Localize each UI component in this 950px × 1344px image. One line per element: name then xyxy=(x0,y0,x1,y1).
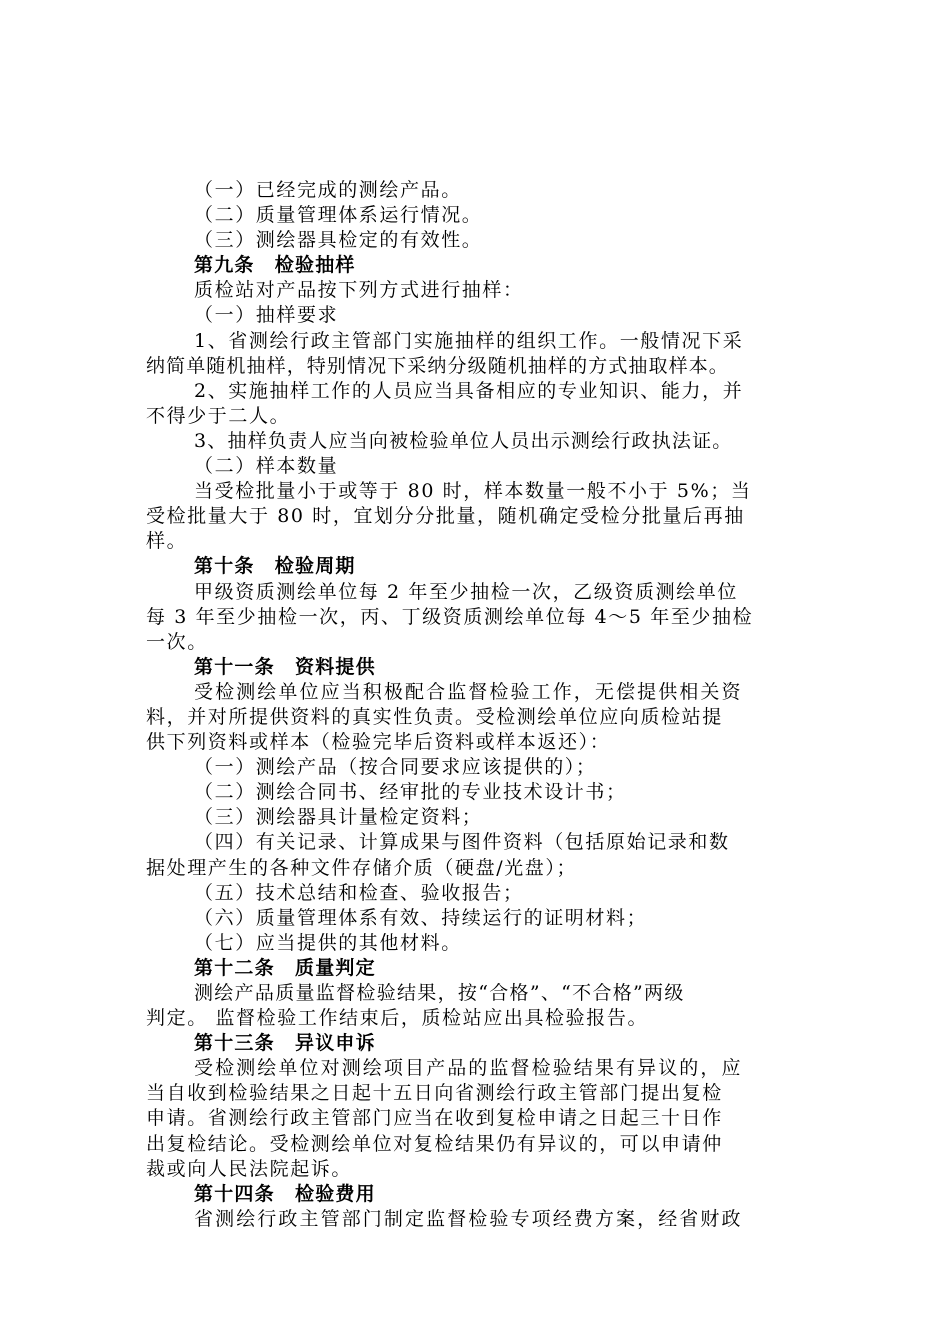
list-item: （三）测绘器具计量检定资料； xyxy=(194,806,483,829)
subheading: （二）样本数量 xyxy=(194,455,339,478)
list-item: （三）测绘器具检定的有效性。 xyxy=(194,229,483,252)
article-heading: 第九条 检验抽样 xyxy=(194,254,356,277)
paragraph-line: 判定。 监督检验工作结束后，质检站应出具检验报告。 xyxy=(146,1007,649,1030)
paragraph-line: 供下列资料或样本（检验完毕后资料或样本返还）： xyxy=(146,731,611,754)
paragraph-line: 样。 xyxy=(146,530,188,553)
paragraph-line: 受检测绘单位应当积极配合监督检验工作，无偿提供相关资 xyxy=(194,680,743,703)
list-item: （二）测绘合同书、经审批的专业技术设计书； xyxy=(194,781,627,804)
paragraph-line: 省测绘行政主管部门制定监督检验专项经费方案，经省财政 xyxy=(194,1207,743,1230)
paragraph-line: 受检批量大于 80 时，宜划分分批量，随机确定受检分批量后再抽 xyxy=(146,505,745,528)
paragraph-line: 出复检结论。受检测绘单位对复检结果仍有异议的，可以申请仲 xyxy=(146,1132,723,1155)
list-item: （五）技术总结和检查、验收报告； xyxy=(194,881,524,904)
paragraph-line: 纳简单随机抽样，特别情况下采纳分级随机抽样的方式抽取样本。 xyxy=(146,354,729,377)
paragraph-line: 一次。 xyxy=(146,630,208,653)
list-item: （七）应当提供的其他材料。 xyxy=(194,931,462,954)
paragraph-line: 测绘产品质量监督检验结果，按“合格”、“不合格”两级 xyxy=(194,982,685,1004)
article-heading: 第十三条 异议申诉 xyxy=(194,1032,376,1055)
paragraph-line: 料，并对所提供资料的真实性负责。受检测绘单位应向质检站提 xyxy=(146,705,723,728)
list-item: （一）测绘产品（按合同要求应该提供的）； xyxy=(194,756,597,779)
article-heading: 第十条 检验周期 xyxy=(194,555,356,578)
paragraph-line: 质检站对产品按下列方式进行抽样： xyxy=(194,279,524,302)
paragraph-line: 申请。省测绘行政主管部门应当在收到复检申请之日起三十日作 xyxy=(146,1107,723,1130)
list-item: （四）有关记录、计算成果与图件资料（包括原始记录和数 xyxy=(194,831,730,854)
paragraph-line: 1、省测绘行政主管部门实施抽样的组织工作。一般情况下采 xyxy=(194,329,744,352)
paragraph-line: 甲级资质测绘单位每 2 年至少抽检一次，乙级资质测绘单位 xyxy=(194,580,738,603)
list-item: （六）质量管理体系有效、持续运行的证明材料； xyxy=(194,906,648,929)
paragraph-line: 当自收到检验结果之日起十五日向省测绘行政主管部门提出复检 xyxy=(146,1082,723,1105)
paragraph-line: 据处理产生的各种文件存储介质（硬盘/光盘）； xyxy=(146,856,578,879)
article-heading: 第十四条 检验费用 xyxy=(194,1182,376,1205)
article-heading: 第十一条 资料提供 xyxy=(194,655,376,678)
paragraph-line: 当受检批量小于或等于 80 时，样本数量一般不小于 5%；当 xyxy=(194,480,752,503)
paragraph-line: 受检测绘单位对测绘项目产品的监督检验结果有异议的，应 xyxy=(194,1057,743,1080)
paragraph-line: 2、实施抽样工作的人员应当具备相应的专业知识、能力，并 xyxy=(194,379,744,402)
list-item: （一）已经完成的测绘产品。 xyxy=(194,179,462,201)
subheading: （一）抽样要求 xyxy=(194,304,339,327)
list-item: （二）质量管理体系运行情况。 xyxy=(194,204,483,227)
paragraph-line: 3、抽样负责人应当向被检验单位人员出示测绘行政执法证。 xyxy=(194,429,733,452)
paragraph-line: 裁或向人民法院起诉。 xyxy=(146,1157,353,1180)
document-page xyxy=(146,178,828,1232)
paragraph-line: 不得少于二人。 xyxy=(146,404,291,427)
paragraph-line: 每 3 年至少抽检一次，丙、丁级资质测绘单位每 4～5 年至少抽检 xyxy=(146,605,754,628)
article-heading: 第十二条 质量判定 xyxy=(194,956,376,979)
